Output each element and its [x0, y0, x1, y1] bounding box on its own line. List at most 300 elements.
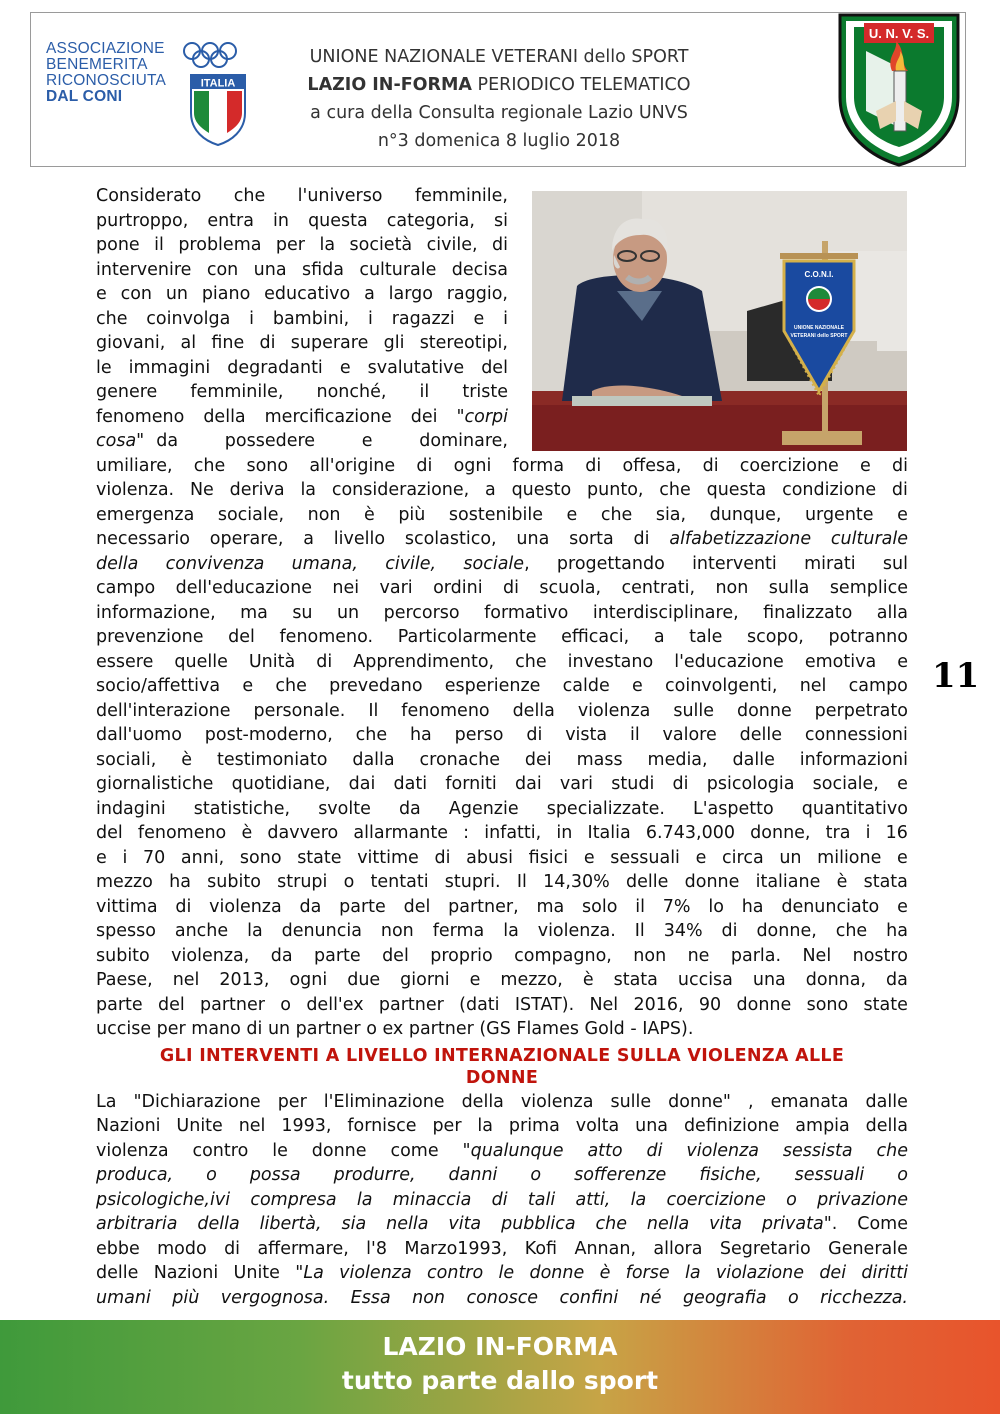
header-periodical-type: PERIODICO TELEMATICO — [471, 75, 691, 95]
word: efficaci, — [561, 627, 630, 647]
text-run — [96, 184, 508, 209]
word: di — [672, 774, 689, 794]
header-issue-date: n°3 domenica 8 luglio 2018 — [377, 131, 621, 151]
body-line — [96, 380, 508, 405]
word: è — [836, 872, 848, 892]
word: ISTAT). — [514, 994, 575, 1015]
word: scopo, — [747, 627, 804, 647]
word: e — [897, 651, 908, 672]
word: da — [886, 970, 908, 990]
word: Considerato — [96, 186, 202, 206]
word: ebbe — [96, 1238, 140, 1259]
word: psicologia — [706, 774, 795, 794]
word: campo — [848, 676, 908, 696]
word: L'aspetto — [693, 798, 774, 819]
body-line — [96, 1286, 908, 1311]
text-run — [96, 209, 508, 234]
word: e — [473, 308, 485, 329]
body-line — [96, 723, 908, 748]
word: che — [515, 651, 547, 672]
italic-run: alfabetizzazione culturale — [669, 529, 909, 549]
word: allarmante — [353, 823, 448, 843]
word: violenza. — [537, 921, 616, 941]
word: prevenzione — [96, 627, 204, 647]
text-run — [96, 895, 908, 920]
word: sono — [806, 994, 849, 1015]
word: questa — [308, 210, 368, 231]
word: entra — [207, 210, 254, 231]
word: tale — [689, 627, 723, 647]
word: nel — [172, 970, 200, 990]
word: superare — [290, 333, 369, 353]
word: stereotipi, — [419, 333, 508, 353]
word: i — [122, 847, 128, 868]
word: 2013, — [219, 970, 270, 990]
word: violenza. — [96, 480, 175, 500]
coni-line-2: BENEMERITA — [46, 56, 148, 73]
section-heading-line-2: DONNE — [465, 1067, 539, 1088]
word: a — [364, 284, 375, 304]
word: state — [297, 847, 342, 868]
footer-title: LAZIO IN-FORMA — [382, 1332, 618, 1361]
word: e — [860, 455, 871, 476]
text-run — [96, 748, 908, 773]
word: purtroppo, — [96, 210, 189, 231]
word: Segretario — [719, 1238, 811, 1259]
body-line — [96, 772, 908, 797]
word: semplice — [829, 578, 908, 598]
word: e — [242, 676, 254, 696]
pennant-unvs-text: UNIONE NAZIONALE — [794, 325, 844, 331]
word: umiliare, — [96, 455, 173, 476]
body-line — [96, 870, 908, 895]
word: di — [891, 480, 908, 500]
word: personale. — [253, 700, 346, 721]
word: che — [835, 921, 868, 941]
page-header — [30, 12, 966, 167]
body-line — [96, 895, 908, 920]
text-run — [96, 576, 908, 601]
word: tra — [825, 823, 851, 843]
word: sessuali — [610, 847, 680, 868]
word: femminile, — [414, 186, 508, 206]
word: o — [343, 872, 355, 892]
word: e — [897, 774, 908, 794]
body-line — [96, 601, 908, 626]
pennant-coni-text: C.O.N.I. — [804, 270, 834, 279]
word: ragazzi — [391, 308, 455, 329]
coni-line-3: RICONOSCIUTA — [46, 72, 167, 89]
word: post-moderno, — [204, 725, 333, 745]
word: e — [631, 676, 643, 696]
text-run — [96, 1139, 908, 1164]
word: infatti, — [484, 823, 542, 843]
section-heading-line-1: GLI INTERVENTI A LIVELLO INTERNAZIONALE SULLA VIOLENZA ALLE — [159, 1045, 845, 1066]
word: cronache — [419, 749, 500, 770]
word: emergenza — [96, 504, 195, 525]
word: ha — [169, 872, 191, 892]
text-run — [96, 1212, 908, 1237]
word: testimoniato — [216, 749, 328, 770]
italic-run: arbitraria della libertà, sia nella vita pubblica che nella vita privata" — [96, 1214, 832, 1234]
word: di — [503, 578, 519, 598]
word: calde — [562, 676, 610, 696]
word: svolte — [318, 798, 371, 819]
word: dai — [348, 774, 376, 794]
word: informazione, — [96, 602, 216, 623]
word: emotiva — [804, 651, 877, 672]
pennant-unvs-text-2: VETERANI dello SPORT — [790, 333, 848, 339]
word: problema — [178, 235, 262, 255]
word: delle — [739, 725, 782, 745]
text-run — [96, 1261, 908, 1286]
word: la — [247, 921, 263, 941]
word: femminile, — [190, 382, 284, 402]
word: violenza — [209, 896, 282, 917]
word: dati — [393, 774, 428, 794]
word: che — [355, 725, 388, 745]
header-periodical-name: LAZIO IN-FORMA — [307, 75, 472, 95]
word: campo — [96, 578, 156, 598]
word: donne — [684, 872, 740, 892]
word: donne, — [750, 823, 811, 843]
body-line — [96, 625, 908, 650]
word: nonché, — [316, 382, 387, 402]
word: 70 — [142, 847, 166, 868]
word: Unite — [176, 1116, 223, 1136]
text-run — [96, 674, 908, 699]
word: culturale — [359, 259, 437, 280]
word: giorni — [400, 970, 450, 990]
word: è — [364, 504, 375, 525]
word: fenomeno. — [279, 627, 374, 647]
word: deriva — [229, 480, 285, 500]
word: Marzo1993, — [404, 1238, 508, 1259]
word: coinvolga — [146, 308, 231, 329]
word: mass — [576, 749, 623, 770]
text-run — [96, 944, 908, 969]
word: perso — [454, 725, 504, 745]
word: italiane — [755, 872, 821, 892]
word: sulla — [768, 578, 810, 598]
body-line — [96, 797, 908, 822]
word: piano — [201, 284, 251, 304]
word: parla. — [730, 945, 782, 966]
word: e — [897, 504, 908, 525]
word: non — [380, 921, 414, 941]
text-run: , progettando interventi mirati sul — [524, 553, 908, 574]
word: parte — [96, 994, 143, 1015]
word: essere — [96, 651, 154, 672]
word: e — [96, 847, 107, 868]
word: sulle — [610, 1091, 652, 1112]
text-run — [96, 258, 508, 283]
word: la — [319, 235, 336, 255]
word: connessioni — [804, 725, 908, 745]
unvs-shield-logo — [836, 11, 962, 167]
body-line — [96, 699, 908, 724]
word: stata — [613, 970, 658, 990]
word: donne — [736, 994, 792, 1015]
text-run — [96, 331, 508, 356]
word: vittime — [357, 847, 419, 868]
body-line — [96, 209, 508, 234]
word: stata — [863, 872, 908, 892]
footer-tagline: tutto parte dallo sport — [341, 1366, 659, 1395]
word: una — [752, 970, 786, 990]
word: 6.743,000 — [645, 823, 735, 843]
word: , — [748, 1091, 754, 1112]
section-heading — [96, 1045, 908, 1089]
word: fornisce — [347, 1116, 417, 1136]
word: percorso — [383, 602, 460, 623]
word: i — [503, 308, 508, 329]
coni-logo-text — [46, 41, 166, 105]
word: stupri. — [444, 872, 501, 892]
body-line — [96, 846, 908, 871]
text-run: necessario operare, a livello scolastico, una sorta di — [96, 529, 670, 549]
body-line — [96, 944, 908, 969]
body-line — [96, 576, 908, 601]
word: Agenzie — [448, 798, 519, 819]
word: spesso — [96, 921, 156, 941]
word: forma — [512, 455, 565, 476]
word: ordini — [433, 578, 483, 598]
word: su — [292, 602, 313, 623]
italic-run: cosa" — [96, 431, 145, 451]
word: donne, — [756, 921, 817, 941]
word: del — [228, 627, 255, 647]
word: sociali, — [96, 749, 157, 770]
word: il — [419, 382, 430, 402]
word: gli — [383, 333, 405, 353]
word: che — [659, 480, 691, 500]
word: 1993, — [281, 1116, 332, 1136]
text-run — [96, 1090, 908, 1115]
word: davvero — [267, 823, 339, 843]
body-line — [96, 356, 508, 381]
text-run — [96, 233, 508, 258]
word: investano — [567, 651, 654, 672]
italia-label: ITALIA — [200, 77, 236, 90]
text-run: fenomeno della mercificazione dei " — [96, 406, 465, 427]
word: immagini — [128, 357, 211, 378]
word: vari — [379, 578, 413, 598]
word: a — [653, 627, 665, 647]
word: nei — [332, 578, 360, 598]
text-run — [96, 601, 908, 626]
word: Kofi — [524, 1238, 558, 1259]
word: che — [600, 504, 633, 525]
word: Paese, — [96, 970, 153, 990]
word: di — [892, 455, 908, 476]
word: donna, — [805, 970, 867, 990]
word: Nel — [589, 994, 619, 1015]
word: dunque, — [709, 504, 782, 525]
word: giornalistiche — [96, 774, 214, 794]
header-line-3: a cura della Consulta regionale Lazio UNVS — [310, 103, 688, 123]
word: anni, — [180, 847, 225, 868]
word: condizione — [782, 480, 877, 500]
word: denuncia — [281, 921, 362, 941]
word: largo — [388, 284, 433, 304]
word: partner — [378, 994, 444, 1015]
word: dall'uomo — [96, 725, 182, 745]
body-line — [96, 919, 908, 944]
body-line — [96, 1017, 908, 1042]
word: non — [715, 578, 749, 598]
word: state — [863, 994, 908, 1015]
word: ha — [741, 896, 764, 917]
word: del — [157, 994, 185, 1015]
text-run — [96, 307, 508, 332]
text-run: da possedere e dominare, — [156, 431, 508, 451]
word: del — [403, 896, 431, 917]
word: decisa — [451, 259, 508, 280]
word: dell'educazione — [175, 578, 312, 598]
body-line — [96, 184, 508, 209]
word: Italia — [587, 823, 631, 843]
word: parte — [313, 945, 361, 966]
word: raggio, — [446, 284, 508, 304]
word: da — [270, 945, 293, 966]
word: i — [368, 308, 373, 329]
word: fisici — [528, 847, 569, 868]
word: si — [494, 210, 508, 231]
word: indagini — [96, 798, 166, 819]
word: civile, — [426, 235, 478, 255]
text-run — [96, 919, 908, 944]
word: in — [273, 210, 289, 231]
word: finalizzato — [763, 602, 853, 623]
word: e — [583, 847, 595, 868]
word: subito — [96, 945, 150, 966]
coni-line-1: ASSOCIAZIONE — [46, 40, 165, 57]
word: un — [165, 284, 189, 304]
word: dai — [514, 774, 542, 794]
word: ma — [240, 602, 268, 623]
header-line-1: UNIONE NAZIONALE VETERANI dello SPORT — [309, 47, 689, 67]
word: non — [307, 504, 341, 525]
body-line — [96, 1139, 908, 1164]
word: violenza — [520, 1091, 594, 1112]
body-line — [96, 552, 908, 577]
word: categoria, — [386, 210, 475, 231]
word: Il — [368, 700, 379, 721]
text-run — [96, 356, 508, 381]
word: quelle — [174, 651, 228, 672]
body-line — [96, 454, 908, 479]
word: informazioni — [799, 749, 908, 770]
word: socio/affettiva — [96, 676, 221, 696]
word: vittima — [96, 896, 158, 917]
word: sono — [246, 455, 289, 476]
body-line — [96, 478, 908, 503]
word: in — [556, 823, 573, 843]
word: più — [398, 504, 426, 525]
word: che — [275, 676, 307, 696]
word: partner — [200, 994, 265, 1015]
text-run — [96, 405, 508, 430]
word: solo — [582, 896, 618, 917]
word: sociale, — [812, 774, 879, 794]
coni-logo — [46, 41, 261, 153]
word: questa — [706, 480, 767, 500]
page-footer — [0, 1320, 1000, 1414]
word: il — [629, 725, 640, 745]
word: quotidiane, — [231, 774, 331, 794]
text-run — [96, 723, 908, 748]
word: del — [382, 945, 409, 966]
article-body — [96, 184, 908, 1310]
word: intervenire — [96, 259, 192, 280]
text-run: uccise per mano di un partner o ex partner (GS Flames Gold - IAPS). — [96, 1019, 694, 1039]
italia-shield-icon — [189, 73, 247, 147]
italic-run: produca, o possa produrre, danni o sofferenze fisiche, sessuali o — [96, 1165, 908, 1185]
word: un — [779, 847, 802, 868]
word: proprio — [430, 945, 493, 966]
italic-run: corpi — [464, 406, 508, 427]
word: una — [635, 1116, 669, 1136]
body-line — [96, 233, 508, 258]
word: l'Eliminazione — [323, 1091, 445, 1112]
word: del — [481, 357, 508, 378]
word: prima — [508, 1116, 560, 1136]
word: volta — [575, 1116, 620, 1136]
body-line — [96, 282, 508, 307]
word: partner, — [448, 896, 519, 917]
word: forniti — [445, 774, 497, 794]
word: e — [897, 847, 908, 868]
word: da — [398, 798, 421, 819]
body-line — [96, 1188, 908, 1213]
word: ne — [687, 945, 710, 966]
body-line — [96, 968, 908, 993]
word: di — [585, 455, 602, 476]
word: è — [582, 970, 594, 990]
italic-run: psicologiche,ivi compresa la minaccia di tali atti, la coercizione o privazione — [96, 1189, 908, 1210]
word: triste — [462, 382, 508, 402]
text-run — [96, 552, 908, 577]
word: violenza, — [171, 945, 250, 966]
word: di — [316, 651, 333, 672]
word: sfida — [301, 259, 344, 280]
word: Annan, — [574, 1238, 637, 1259]
word: considerazione, — [331, 480, 470, 500]
word: di — [702, 455, 719, 476]
word: fenomeno — [137, 823, 227, 843]
word: 90 — [698, 994, 722, 1015]
word: e — [96, 284, 107, 304]
body-line — [96, 674, 908, 699]
word: educativo — [264, 284, 351, 304]
body-line — [96, 1237, 908, 1262]
word: delle — [626, 872, 669, 892]
word: per — [275, 235, 305, 255]
word: 2016, — [633, 994, 684, 1015]
word: quantitativo — [801, 798, 908, 819]
word: di — [491, 235, 508, 255]
word: pone — [96, 235, 140, 255]
word: che — [233, 186, 266, 206]
header-line-2 — [289, 71, 709, 99]
word: nel — [238, 1116, 266, 1136]
word: ogni — [289, 970, 328, 990]
word: per — [432, 1116, 462, 1136]
word: genere — [96, 382, 158, 402]
text-run — [96, 1237, 908, 1262]
word: punto, — [587, 480, 644, 500]
